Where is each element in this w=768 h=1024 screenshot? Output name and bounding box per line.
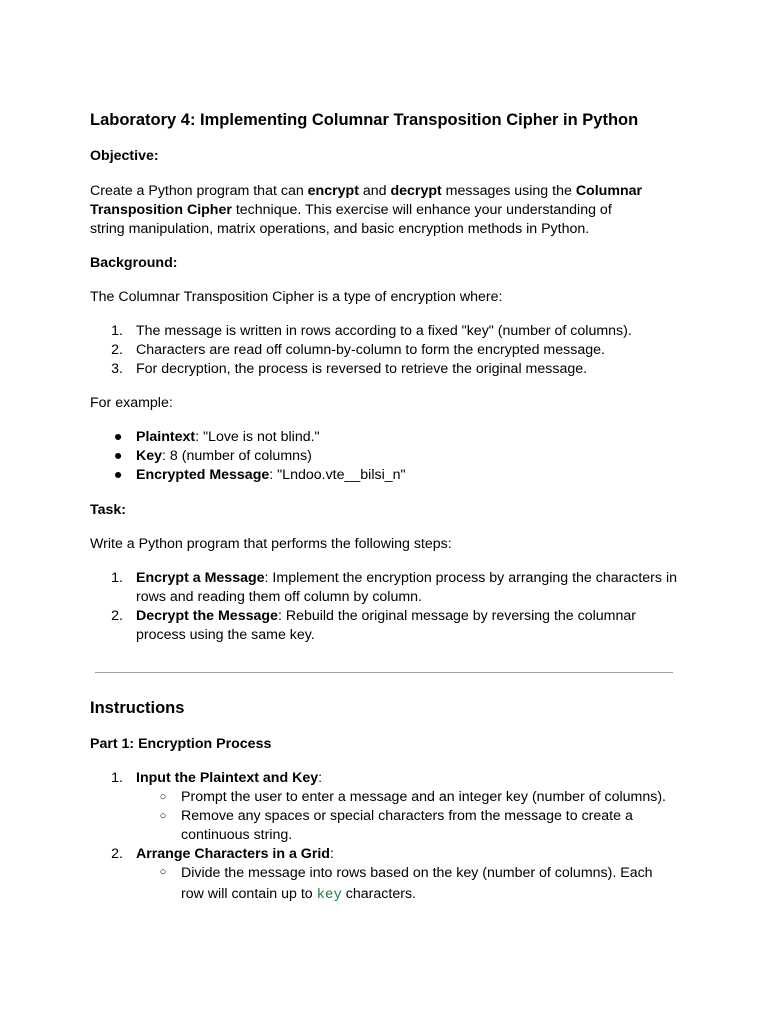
objective-bold-cipher-name: Columnar Transposition Cipher [90, 183, 643, 218]
list-item-text [136, 428, 681, 447]
sub-list-item-text [181, 863, 676, 906]
list-item-text [136, 466, 681, 485]
objective-paragraph [90, 182, 650, 239]
example-label: Plaintext [136, 429, 196, 445]
list-item-text [136, 447, 681, 466]
example-label: Key [136, 448, 163, 464]
instructions-heading: Instructions [90, 699, 185, 717]
sub-text-part: Divide the message into rows based on the key (number of columns). Each row will contain up to [181, 865, 653, 902]
task-value: : Rebuild the original message by reversing the columnar process using the same key. [136, 608, 636, 643]
objective-text: messages using the [441, 183, 576, 199]
objective-bold-encrypt: encrypt [307, 183, 359, 199]
background-intro: The Columnar Transposition Cipher is a type of encryption where: [90, 289, 503, 305]
objective-text: Create a Python program that can [90, 183, 308, 199]
sub-list-item-text: Remove any spaces or special characters from the message to create a continuous string. [181, 808, 633, 843]
list-marker: 1. [111, 770, 123, 786]
list-item-text [136, 607, 681, 645]
list-item-text: For decryption, the process is reversed to retrieve the original message. [136, 361, 588, 377]
bullet-icon: ● [113, 467, 123, 483]
hollow-bullet-icon: ○ [159, 810, 167, 822]
example-value: : "Lndoo.vte__bilsi_n" [269, 467, 406, 483]
list-marker: 3. [111, 361, 123, 377]
step-label: Input the Plaintext and Key [136, 770, 319, 786]
step-value: : [329, 846, 334, 862]
step-value: : [318, 770, 323, 786]
horizontal-divider [95, 672, 673, 673]
background-heading: Background: [90, 255, 178, 271]
hollow-bullet-icon: ○ [159, 866, 167, 878]
list-item-text: The message is written in rows according to a fixed "key" (number of columns). [136, 323, 632, 339]
task-label: Encrypt a Message [136, 570, 265, 586]
task-value: : Implement the encryption process by arranging the characters in rows and reading them off column by column. [136, 570, 677, 605]
sub-list-item-text: Prompt the user to enter a message and an integer key (number of columns). [181, 789, 666, 805]
part1-heading: Part 1: Encryption Process [90, 736, 272, 752]
list-marker: 2. [111, 342, 123, 358]
objective-bold-decrypt: decrypt [390, 183, 442, 199]
hollow-bullet-icon: ○ [159, 791, 167, 803]
sub-text-part: characters. [341, 886, 416, 902]
page-title: Laboratory 4: Implementing Columnar Transposition Cipher in Python [90, 111, 639, 129]
inline-code: key [316, 887, 342, 903]
task-label: Decrypt the Message [136, 608, 278, 624]
list-marker: 2. [111, 846, 123, 862]
list-item-text [136, 769, 681, 788]
objective-heading: Objective: [90, 148, 159, 164]
example-intro: For example: [90, 395, 173, 411]
bullet-icon: ● [113, 448, 123, 464]
list-item-text: Characters are read off column-by-column to form the encrypted message. [136, 342, 605, 358]
example-value: : "Love is not blind." [195, 429, 320, 445]
example-value: : 8 (number of columns) [162, 448, 312, 464]
task-intro: Write a Python program that performs the following steps: [90, 536, 452, 552]
objective-text: and [358, 183, 391, 199]
list-marker: 2. [111, 608, 123, 624]
bullet-icon: ● [113, 429, 123, 445]
step-label: Arrange Characters in a Grid [136, 846, 330, 862]
list-marker: 1. [111, 323, 123, 339]
objective-text: technique. This exercise will enhance your understanding of string manipulation, matrix operations, and basic encryption methods in Python. [90, 202, 612, 237]
task-heading: Task: [90, 502, 127, 518]
list-marker: 1. [111, 570, 123, 586]
example-label: Encrypted Message [136, 467, 270, 483]
list-item-text [136, 569, 681, 607]
list-item-text [136, 845, 681, 864]
